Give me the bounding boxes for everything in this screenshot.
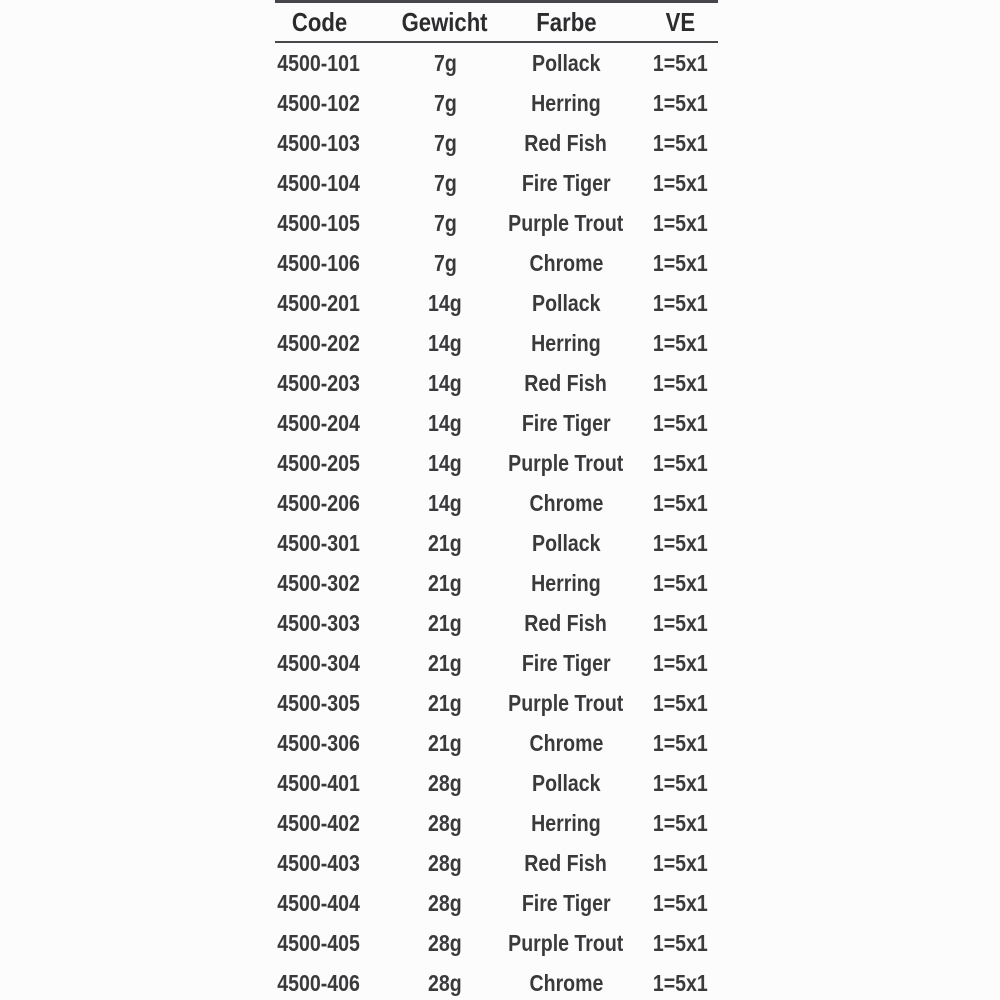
cell-farbe: [527, 330, 605, 357]
gewicht-text: 14g: [428, 409, 462, 436]
table-row: [275, 83, 718, 123]
cell-ve: [642, 290, 718, 317]
column-header-ve: [642, 7, 718, 38]
cell-ve: [642, 130, 718, 157]
code-text: 4500-203: [277, 369, 361, 396]
ve-text: 1=5x1: [652, 209, 708, 236]
cell-code: [275, 770, 363, 797]
cell-farbe: [527, 250, 605, 277]
farbe-text: Chrome: [529, 969, 603, 996]
ve-text: 1=5x1: [652, 849, 708, 876]
ve-text: 1=5x1: [652, 89, 708, 116]
cell-code: [275, 370, 363, 397]
code-text: 4500-201: [277, 289, 361, 316]
cell-farbe: [527, 730, 605, 757]
table-row: [275, 203, 718, 243]
code-text: 4500-204: [277, 409, 361, 436]
code-text: 4500-306: [277, 729, 361, 756]
farbe-text: Pollack: [531, 289, 601, 316]
farbe-text: Purple Trout: [508, 209, 624, 236]
cell-code: [275, 690, 363, 717]
ve-text: 1=5x1: [652, 169, 708, 196]
gewicht-text: 28g: [428, 849, 462, 876]
gewicht-text: 21g: [428, 569, 462, 596]
cell-ve: [642, 490, 718, 517]
ve-text: 1=5x1: [652, 729, 708, 756]
cell-code: [275, 90, 363, 117]
cell-ve: [642, 450, 718, 477]
gewicht-text: 21g: [428, 729, 462, 756]
table-row: [275, 723, 718, 763]
farbe-text: Chrome: [529, 249, 603, 276]
code-text: 4500-302: [277, 569, 361, 596]
gewicht-text: 21g: [428, 529, 462, 556]
gewicht-text: 21g: [428, 609, 462, 636]
ve-text: 1=5x1: [652, 929, 708, 956]
cell-code: [275, 290, 363, 317]
cell-gewicht: [363, 170, 527, 197]
code-text: 4500-402: [277, 809, 361, 836]
cell-farbe: [527, 770, 605, 797]
farbe-text: Herring: [531, 89, 601, 116]
cell-gewicht: [363, 810, 527, 837]
table-row: [275, 563, 718, 603]
gewicht-text: 28g: [428, 889, 462, 916]
gewicht-text: 14g: [428, 329, 462, 356]
cell-farbe: [524, 369, 608, 397]
cell-gewicht: [363, 530, 527, 557]
cell-ve: [642, 250, 718, 277]
cell-gewicht: [363, 730, 527, 757]
gewicht-text: 7g: [433, 209, 457, 236]
gewicht-text: 7g: [433, 49, 457, 76]
farbe-text: Herring: [531, 569, 601, 596]
code-text: 4500-202: [277, 329, 361, 356]
gewicht-text: 28g: [428, 769, 462, 796]
gewicht-text: 14g: [428, 289, 462, 316]
product-table: [275, 0, 718, 1000]
cell-farbe: [527, 290, 605, 317]
gewicht-text: 21g: [428, 689, 462, 716]
farbe-text: Red Fish: [524, 369, 608, 396]
cell-code: [275, 730, 363, 757]
cell-gewicht: [363, 210, 527, 237]
cell-ve: [642, 170, 718, 197]
cell-ve: [642, 50, 718, 77]
column-header-code-label: Code: [291, 6, 347, 37]
table-row: [275, 963, 718, 1000]
cell-farbe: [524, 609, 608, 637]
table-row: [275, 483, 718, 523]
column-header-ve-label: VE: [665, 6, 695, 37]
cell-code: [275, 250, 363, 277]
cell-farbe: [508, 929, 624, 957]
code-text: 4500-103: [277, 129, 361, 156]
cell-code: [275, 970, 363, 997]
code-text: 4500-106: [277, 249, 361, 276]
farbe-text: Pollack: [531, 49, 601, 76]
cell-gewicht: [363, 770, 527, 797]
ve-text: 1=5x1: [652, 49, 708, 76]
cell-gewicht: [363, 610, 527, 637]
cell-ve: [642, 770, 718, 797]
farbe-text: Red Fish: [524, 129, 608, 156]
cell-ve: [642, 970, 718, 997]
cell-farbe: [521, 889, 611, 917]
cell-farbe: [527, 530, 605, 557]
cell-farbe: [527, 50, 605, 77]
ve-text: 1=5x1: [652, 529, 708, 556]
cell-gewicht: [363, 690, 527, 717]
cell-code: [275, 170, 363, 197]
farbe-text: Fire Tiger: [521, 889, 611, 916]
ve-text: 1=5x1: [652, 409, 708, 436]
table-row: [275, 403, 718, 443]
cell-farbe: [521, 649, 611, 677]
cell-code: [275, 650, 363, 677]
ve-text: 1=5x1: [652, 649, 708, 676]
table-row: [275, 643, 718, 683]
farbe-text: Red Fish: [524, 609, 608, 636]
ve-text: 1=5x1: [652, 329, 708, 356]
cell-code: [275, 530, 363, 557]
code-text: 4500-404: [277, 889, 361, 916]
code-text: 4500-104: [277, 169, 361, 196]
cell-gewicht: [363, 850, 527, 877]
column-header-code: [275, 7, 363, 38]
cell-code: [275, 930, 363, 957]
farbe-text: Herring: [531, 809, 601, 836]
cell-gewicht: [363, 90, 527, 117]
table-row: [275, 43, 718, 83]
cell-ve: [642, 90, 718, 117]
cell-code: [275, 850, 363, 877]
cell-ve: [642, 930, 718, 957]
cell-ve: [642, 370, 718, 397]
farbe-text: Pollack: [531, 769, 601, 796]
cell-gewicht: [363, 330, 527, 357]
farbe-text: Chrome: [529, 489, 603, 516]
gewicht-text: 14g: [428, 489, 462, 516]
cell-ve: [642, 810, 718, 837]
cell-ve: [642, 890, 718, 917]
cell-code: [275, 490, 363, 517]
cell-code: [275, 410, 363, 437]
gewicht-text: 7g: [433, 169, 457, 196]
cell-farbe: [521, 409, 611, 437]
cell-gewicht: [363, 570, 527, 597]
cell-gewicht: [363, 50, 527, 77]
code-text: 4500-304: [277, 649, 361, 676]
column-header-farbe-label: Farbe: [535, 6, 597, 37]
cell-farbe: [527, 810, 605, 837]
farbe-text: Pollack: [531, 529, 601, 556]
cell-code: [275, 50, 363, 77]
code-text: 4500-303: [277, 609, 361, 636]
ve-text: 1=5x1: [652, 569, 708, 596]
column-header-gewicht-label: Gewicht: [402, 6, 488, 37]
cell-ve: [642, 330, 718, 357]
ve-text: 1=5x1: [652, 889, 708, 916]
table-row: [275, 523, 718, 563]
gewicht-text: 28g: [428, 809, 462, 836]
code-text: 4500-206: [277, 489, 361, 516]
ve-text: 1=5x1: [652, 129, 708, 156]
cell-gewicht: [363, 970, 527, 997]
farbe-text: Red Fish: [524, 849, 608, 876]
table-row: [275, 283, 718, 323]
cell-gewicht: [363, 450, 527, 477]
cell-code: [275, 810, 363, 837]
cell-farbe: [521, 169, 611, 197]
farbe-text: Chrome: [529, 729, 603, 756]
farbe-text: Purple Trout: [508, 929, 624, 956]
ve-text: 1=5x1: [652, 249, 708, 276]
code-text: 4500-305: [277, 689, 361, 716]
cell-gewicht: [363, 130, 527, 157]
cell-gewicht: [363, 290, 527, 317]
gewicht-text: 14g: [428, 369, 462, 396]
column-header-farbe: [527, 7, 605, 38]
ve-text: 1=5x1: [652, 689, 708, 716]
cell-gewicht: [363, 410, 527, 437]
cell-farbe: [524, 849, 608, 877]
table-row: [275, 843, 718, 883]
table-row: [275, 123, 718, 163]
cell-farbe: [527, 970, 605, 997]
cell-code: [275, 570, 363, 597]
cell-farbe: [508, 449, 624, 477]
farbe-text: Fire Tiger: [521, 649, 611, 676]
cell-ve: [642, 210, 718, 237]
cell-farbe: [508, 209, 624, 237]
cell-code: [275, 890, 363, 917]
table-header-row: [275, 3, 718, 43]
ve-text: 1=5x1: [652, 609, 708, 636]
table-row: [275, 603, 718, 643]
cell-farbe: [527, 90, 605, 117]
code-text: 4500-406: [277, 969, 361, 996]
cell-code: [275, 210, 363, 237]
table-row: [275, 243, 718, 283]
code-text: 4500-101: [277, 49, 361, 76]
table-row: [275, 923, 718, 963]
ve-text: 1=5x1: [652, 369, 708, 396]
cell-ve: [642, 730, 718, 757]
cell-ve: [642, 410, 718, 437]
cell-ve: [642, 610, 718, 637]
gewicht-text: 21g: [428, 649, 462, 676]
ve-text: 1=5x1: [652, 969, 708, 996]
gewicht-text: 28g: [428, 969, 462, 996]
farbe-text: Fire Tiger: [521, 169, 611, 196]
ve-text: 1=5x1: [652, 289, 708, 316]
cell-ve: [642, 530, 718, 557]
code-text: 4500-205: [277, 449, 361, 476]
cell-ve: [642, 570, 718, 597]
gewicht-text: 14g: [428, 449, 462, 476]
cell-gewicht: [363, 250, 527, 277]
gewicht-text: 7g: [433, 129, 457, 156]
cell-farbe: [508, 689, 624, 717]
cell-code: [275, 610, 363, 637]
ve-text: 1=5x1: [652, 769, 708, 796]
gewicht-text: 7g: [433, 89, 457, 116]
cell-ve: [642, 850, 718, 877]
cell-code: [275, 130, 363, 157]
cell-gewicht: [363, 490, 527, 517]
code-text: 4500-403: [277, 849, 361, 876]
cell-ve: [642, 650, 718, 677]
code-text: 4500-102: [277, 89, 361, 116]
cell-gewicht: [363, 890, 527, 917]
ve-text: 1=5x1: [652, 489, 708, 516]
table-row: [275, 443, 718, 483]
cell-farbe: [527, 490, 605, 517]
code-text: 4500-105: [277, 209, 361, 236]
table-row: [275, 883, 718, 923]
cell-farbe: [524, 129, 608, 157]
gewicht-text: 7g: [433, 249, 457, 276]
code-text: 4500-405: [277, 929, 361, 956]
column-header-gewicht: [363, 7, 527, 38]
farbe-text: Purple Trout: [508, 449, 624, 476]
cell-code: [275, 450, 363, 477]
table-row: [275, 363, 718, 403]
code-text: 4500-301: [277, 529, 361, 556]
farbe-text: Herring: [531, 329, 601, 356]
gewicht-text: 28g: [428, 929, 462, 956]
cell-gewicht: [363, 650, 527, 677]
ve-text: 1=5x1: [652, 449, 708, 476]
cell-gewicht: [363, 930, 527, 957]
table-row: [275, 323, 718, 363]
cell-code: [275, 330, 363, 357]
cell-ve: [642, 690, 718, 717]
table-body: [275, 43, 718, 1000]
farbe-text: Fire Tiger: [521, 409, 611, 436]
ve-text: 1=5x1: [652, 809, 708, 836]
table-row: [275, 683, 718, 723]
table-row: [275, 763, 718, 803]
farbe-text: Purple Trout: [508, 689, 624, 716]
table-row: [275, 163, 718, 203]
cell-gewicht: [363, 370, 527, 397]
cell-farbe: [527, 570, 605, 597]
code-text: 4500-401: [277, 769, 361, 796]
table-row: [275, 803, 718, 843]
